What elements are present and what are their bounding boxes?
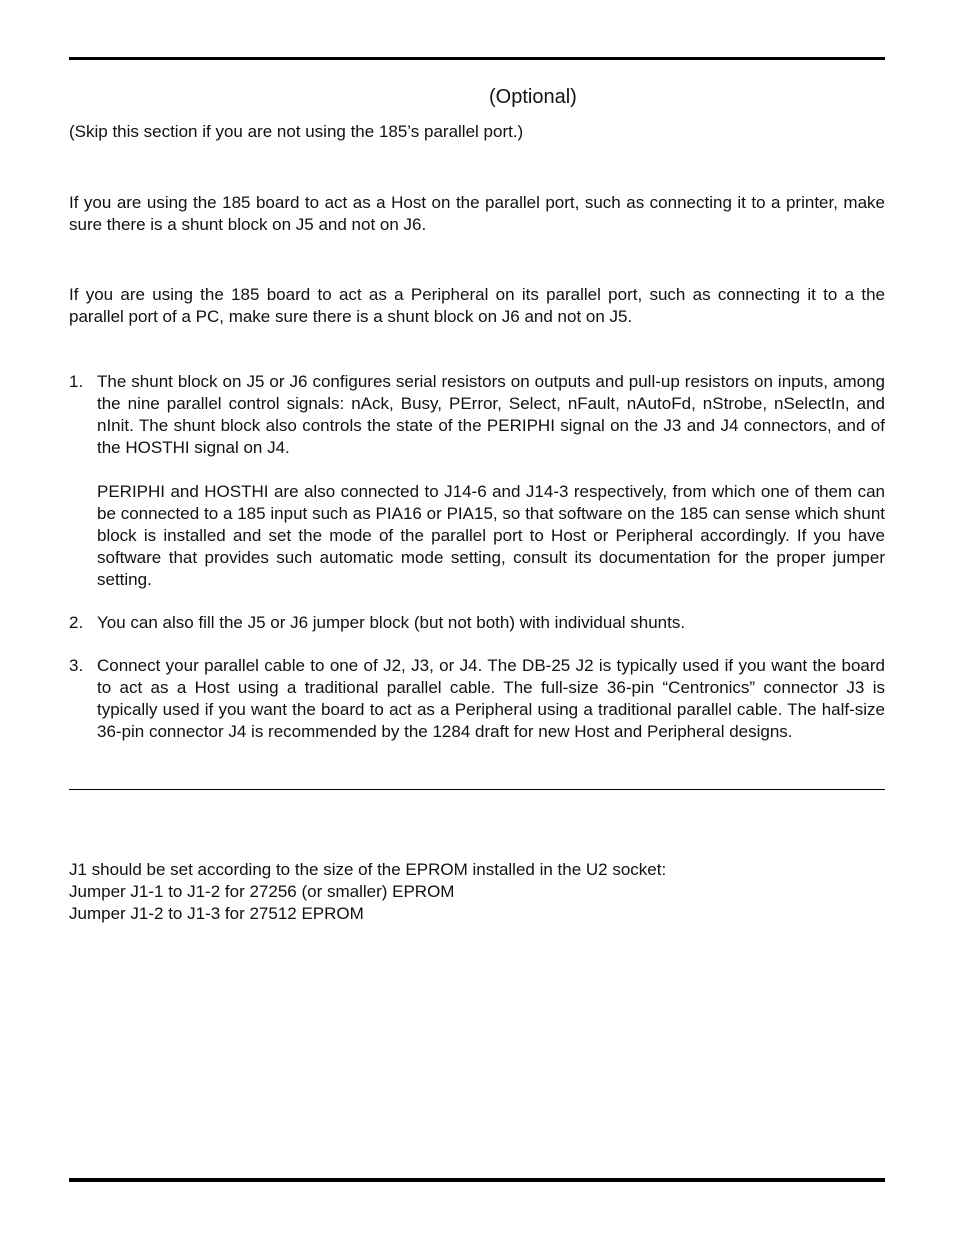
optional-heading: (Optional)	[489, 86, 577, 108]
host-paragraph: If you are using the 185 board to act as a Host on the parallel port, such as connecting it to a printer, make sure there is a shunt block on J5 and not on J6.	[69, 193, 885, 234]
eprom-line-27256: Jumper J1-1 to J1-2 for 27256 (or smaller) EPROM	[69, 882, 455, 901]
note-number: 3.	[69, 656, 84, 675]
section-divider	[69, 789, 885, 790]
note-extra-text: PERIPHI and HOSTHI are also connected to J14-6 and J14-3 respectively, from which one of them can be connected to a 185 input such as PIA16 or PIA15, so that software on the 185 can sense which shunt block is installed and set the mode of the parallel port to Host or Peripheral accordingly. If you have software that provides such automatic mode setting, consult its documentation for the proper jumper setting.	[97, 482, 885, 589]
note-text: Connect your parallel cable to one of J2, J3, or J4. The DB-25 J2 is typically used if you want the board to act as a Host using a traditional parallel cable. The full-size 36-pin “Centronics” connector J3 is typically used if you want the board to act as a Peripheral using a traditional parallel cable. The half-size 36-pin connector J4 is recommended by the 1284 draft for new Host and Peripheral designs.	[97, 656, 885, 741]
note-text: The shunt block on J5 or J6 configures serial resistors on outputs and pull-up resistors on inputs, among the nine parallel control signals: nAck, Busy, PError, Select, nFault, nAutoFd, nStrobe, nSelectIn, and nInit. The shunt block also controls the state of the PERIPHI signal on the J3 and J4 connectors, and of the HOSTHI signal on J4.	[97, 372, 885, 457]
peripheral-paragraph: If you are using the 185 board to act as a Peripheral on its parallel port, such as connecting it to a the parallel port of a PC, make sure there is a shunt block on J6 and not on J5.	[69, 285, 885, 326]
note-text: You can also fill the J5 or J6 jumper block (but not both) with individual shunts.	[97, 613, 686, 632]
note-number: 2.	[69, 613, 84, 632]
eprom-intro: J1 should be set according to the size of the EPROM installed in the U2 socket:	[69, 860, 667, 879]
eprom-line-27512: Jumper J1-2 to J1-3 for 27512 EPROM	[69, 904, 364, 923]
eprom-section	[69, 859, 885, 925]
bottom-rule	[69, 1178, 885, 1182]
skip-note: (Skip this section if you are not using the 185’s parallel port.)	[69, 122, 524, 141]
note-number: 1.	[69, 372, 84, 391]
top-rule	[69, 57, 885, 60]
